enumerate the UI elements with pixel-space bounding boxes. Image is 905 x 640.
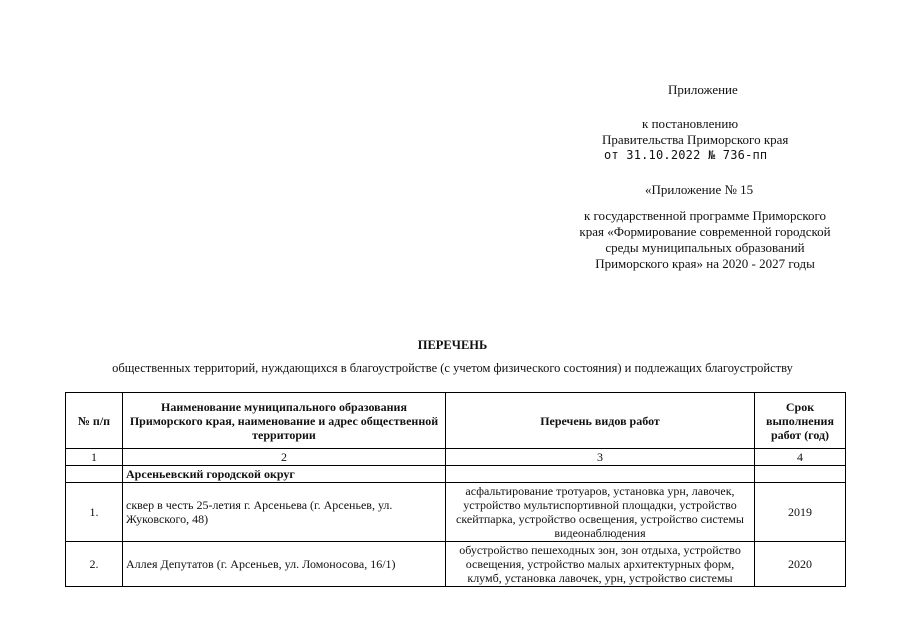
row-works: асфальтирование тротуаров, установка урн, лавочек, устройство мультиспортивной площадки, устройство скейтпарка, устройство освещения, устройство системы видеонаблюдения (446, 483, 755, 542)
index-row (66, 449, 846, 466)
index-cell: 2 (123, 449, 446, 466)
index-cell: 1 (66, 449, 123, 466)
document-title: ПЕРЕЧЕНЬ (417, 338, 488, 352)
appendix-date-number: от 31.10.2022 № 736-пп (604, 148, 768, 162)
index-cell: 3 (446, 449, 755, 466)
program-line-1: к государственной программе Приморского (583, 208, 826, 223)
row-name: сквер в честь 25-летия г. Арсеньева (г. Арсеньев, ул. Жуковского, 48) (123, 483, 446, 542)
row-num: 1. (66, 483, 123, 542)
program-line-2: края «Формирование современной городской (579, 224, 831, 239)
table-row (66, 542, 846, 587)
row-year: 2019 (755, 483, 846, 542)
table-row (66, 483, 846, 542)
group-empty-cell (66, 466, 123, 483)
index-cell: 4 (755, 449, 846, 466)
group-empty-cell (755, 466, 846, 483)
group-name: Арсеньевский городской округ (123, 466, 446, 483)
header-num: № п/п (66, 393, 123, 449)
group-row (66, 466, 846, 483)
row-name: Аллея Депутатов (г. Арсеньев, ул. Ломоносова, 16/1) (123, 542, 446, 587)
row-works: обустройство пешеходных зон, зон отдыха, устройство освещения, устройство малых архитектурных форм, клумб, установка лавочек, урн, устройство системы (446, 542, 755, 587)
header-term: Срок выполнения работ (год) (755, 393, 846, 449)
appendix-government: Правительства Приморского края (602, 132, 789, 147)
table-header-row (66, 393, 846, 449)
header-name: Наименование муниципального образования Приморского края, наименование и адрес общественной территории (123, 393, 446, 449)
program-line-3: среды муниципальных образований (605, 240, 805, 255)
group-empty-cell (446, 466, 755, 483)
appendix-heading: Приложение (668, 82, 738, 97)
appendix-15: «Приложение № 15 (645, 182, 754, 197)
program-line-4: Приморского края» на 2020 - 2027 годы (595, 256, 815, 271)
row-year: 2020 (755, 542, 846, 587)
document-subtitle: общественных территорий, нуждающихся в благоустройстве (с учетом физического состояния) и подлежащих благоустройству (112, 361, 793, 375)
appendix-to-resolution: к постановлению (642, 116, 739, 131)
territories-table (65, 392, 846, 587)
header-works: Перечень видов работ (446, 393, 755, 449)
row-num: 2. (66, 542, 123, 587)
